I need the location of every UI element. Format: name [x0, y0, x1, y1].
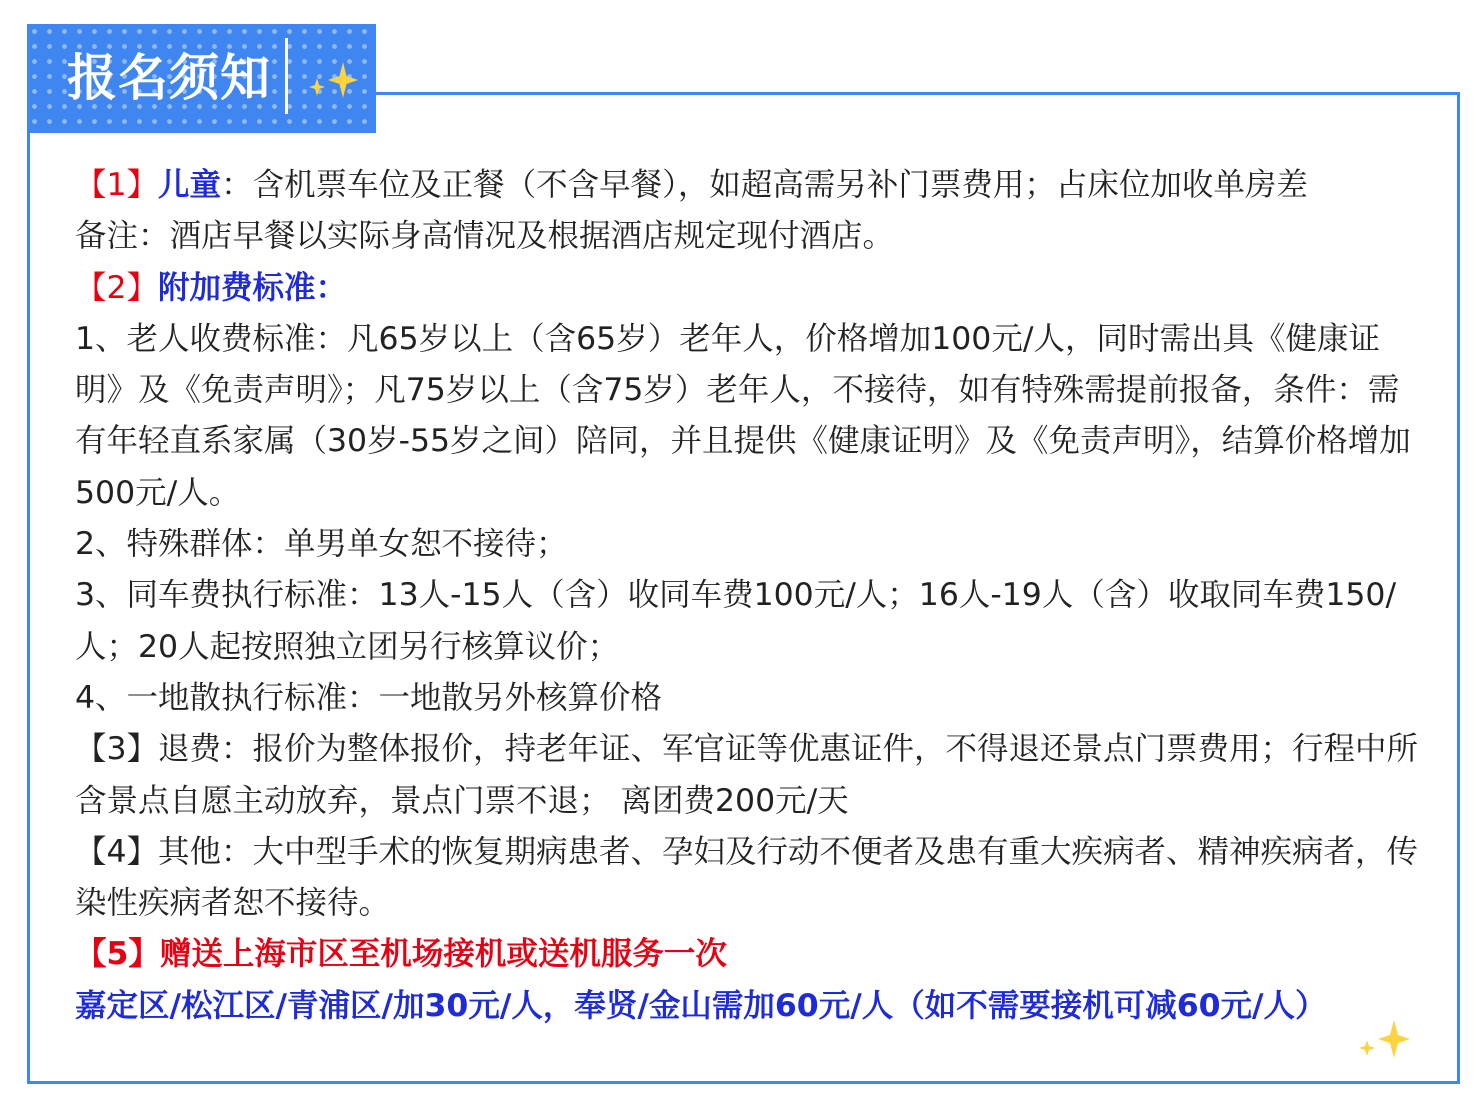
- item-text: ：含机票车位及正餐（不含早餐），如超高需另补门票费用；占床位加收单房差: [221, 167, 1308, 203]
- item-refund: 【3】退费：报价为整体报价，持老年证、军官证等优惠证件，不得退还景点门票费用；行程中所含景点自愿主动放弃，景点门票不退； 离团费200元/天: [75, 731, 1419, 819]
- sparkle-icon: [307, 60, 359, 100]
- item-label: 附加费标准：: [158, 269, 348, 306]
- item-number: 【2】: [75, 269, 159, 306]
- surcharge-rule-special-groups: 2、特殊群体：单男单女恕不接待；: [75, 526, 568, 563]
- item-other: 【4】其他：大中型手术的恢复期病患者、孕妇及行动不便者及患有重大疾病者、精神疾病者，传染性疾病者恕不接待。: [75, 833, 1419, 922]
- item-child: [75, 160, 1420, 211]
- item-label: 儿童: [158, 167, 222, 203]
- page-title: 报名须知: [67, 49, 271, 107]
- sparkle-icon: [1356, 1018, 1412, 1060]
- item-extra-fee: 嘉定区/松江区/青浦区/加30元/人，奉贤/金山需加60元/人（如不需要接机可减60元/人）: [75, 987, 1327, 1024]
- item-number: 【1】: [75, 167, 159, 203]
- header-tab: [27, 24, 376, 133]
- item-surcharge: [75, 263, 1420, 314]
- notice-content: [75, 160, 1420, 1032]
- surcharge-rule-shared-vehicle: 3、同车费执行标准：13人-15人（含）收同车费100元/人；16人-19人（含）收取同车费150/人；20人起按照独立团另行核算议价；: [75, 577, 1397, 665]
- surcharge-rule-elderly: 1、老人收费标准：凡65岁以上（含65岁）老年人，价格增加100元/人，同时需出具《健康证明》及《免责声明》；凡75岁以上（含75岁）老年人，不接待，如有特殊需提前报备，条件：需有年轻直系家属（30岁-55岁之间）陪同，并且提供《健康证明》及《免责声明》，结算价格增加500元/人。: [75, 320, 1411, 511]
- surcharge-rule-local-join: 4、一地散执行标准：一地散另外核算价格: [75, 679, 663, 716]
- item-child-note: 备注：酒店早餐以实际身高情况及根据酒店规定现付酒店。: [75, 218, 895, 255]
- item-gift: 【5】赠送上海市区至机场接机或送机服务一次: [75, 936, 727, 973]
- title-divider: [285, 38, 288, 114]
